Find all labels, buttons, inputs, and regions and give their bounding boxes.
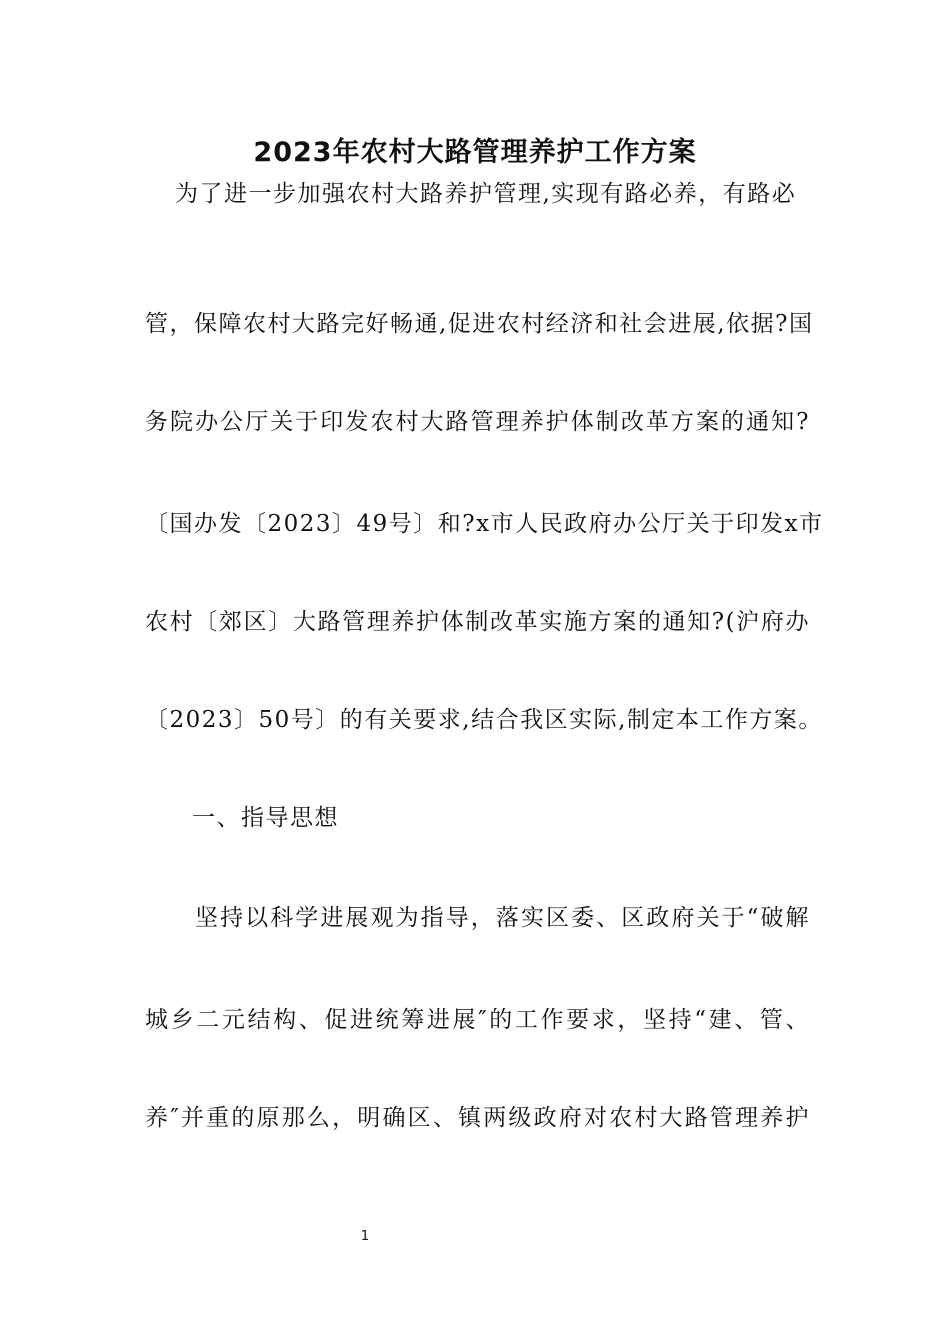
paragraph-line: 〔2023〕50号〕的有关要求,结合我区实际,制定本工作方案。 <box>145 707 823 733</box>
paragraph-line: 农村〔郊区〕大路管理养护体制改革实施方案的通知?(沪府办 <box>145 609 810 635</box>
page-number: 1 <box>360 1229 370 1244</box>
paragraph-line: 管，保障农村大路完好畅通,促进农村经济和社会进展,依据?国 <box>145 311 814 337</box>
document-title: 2023年农村大路管理养护工作方案 <box>253 137 697 168</box>
paragraph-line: 养″并重的原那么，明确区、镇两级政府对农村大路管理养护 <box>145 1105 810 1131</box>
section-heading: 一、指导思想 <box>192 805 339 831</box>
paragraph-line: 为了进一步加强农村大路养护管理,实现有路必养，有路必 <box>175 181 797 207</box>
paragraph-line: 务院办公厅关于印发农村大路管理养护体制改革方案的通知? <box>145 409 810 435</box>
paragraph-line: 城乡二元结构、促进统筹进展″的工作要求，坚持“建、管、 <box>145 1007 810 1033</box>
paragraph-line: 〔国办发〔2023〕49号〕和?x市人民政府办公厅关于印发x市 <box>145 511 824 537</box>
paragraph-line: 坚持以科学进展观为指导，落实区委、区政府关于“破解 <box>195 905 810 931</box>
